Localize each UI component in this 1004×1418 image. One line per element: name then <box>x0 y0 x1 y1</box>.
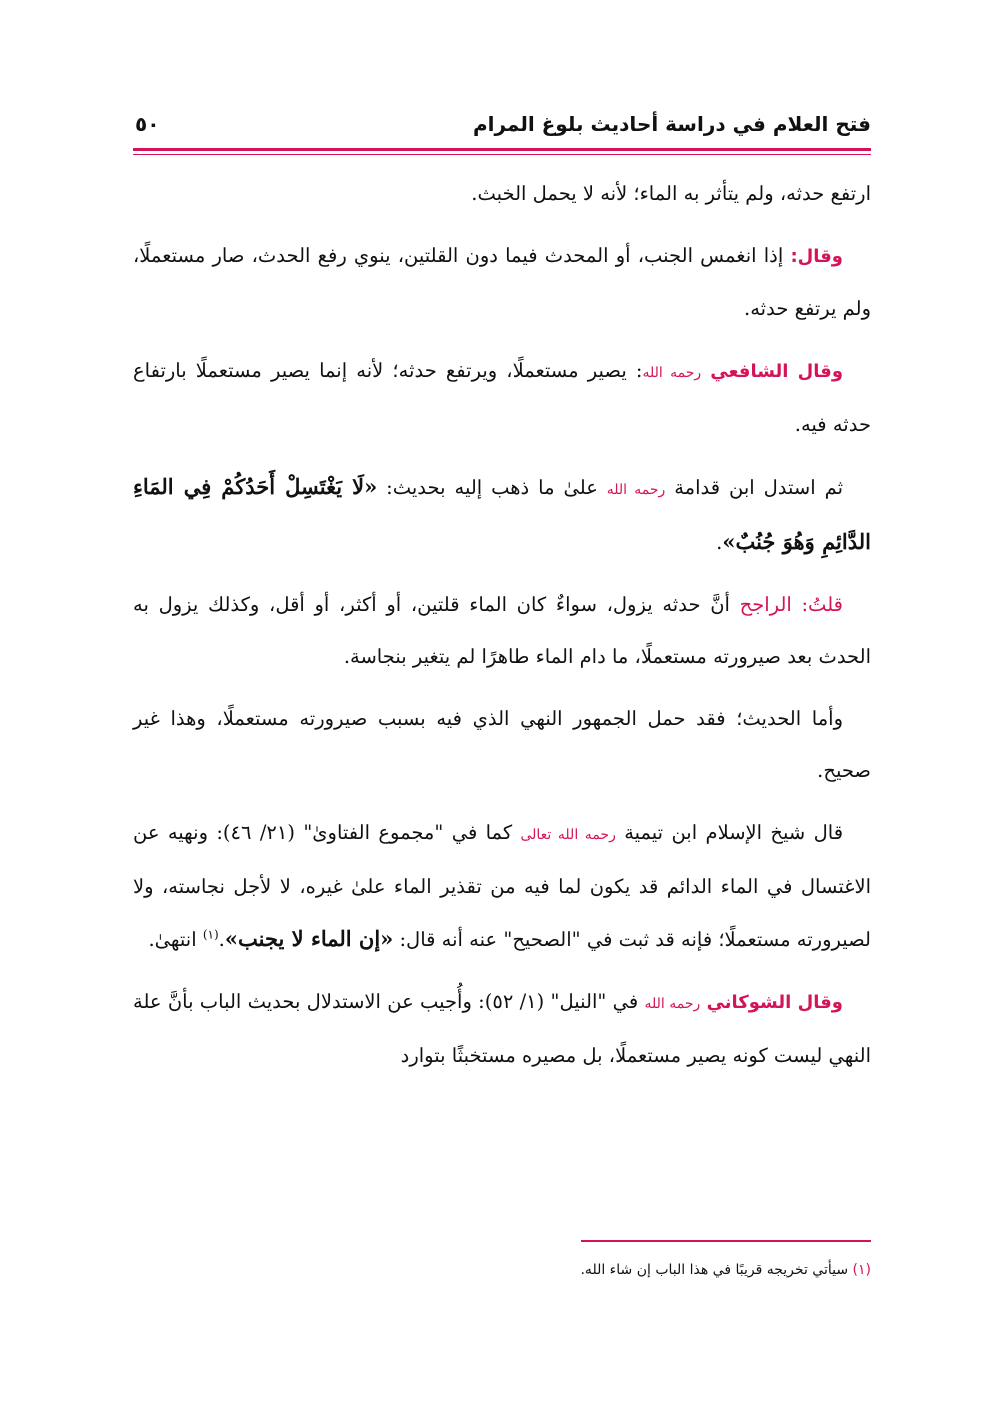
honorific-glyph: رحمه الله تعالى <box>520 827 616 843</box>
paragraph-4-text-b: علىٰ ما ذهب إليه بحديث: <box>377 476 607 499</box>
paragraph-4 <box>133 461 871 569</box>
paragraph-6-text: وأما الحديث؛ فقد حمل الجمهور النهي الذي فيه بسبب صيرورته مستعملًا، وهذا غير صحيح. <box>133 707 871 782</box>
paragraph-4-text-a: ثم استدل ابن قدامة <box>674 476 844 499</box>
paragraph-8 <box>133 976 871 1082</box>
paragraph-7-text-c: . <box>218 928 225 951</box>
paragraph-7-text-b: كما في "مجموع الفتاوىٰ" (٢١/ ٤٦): ونهيه عن الاغتسال في الماء الدائم قد يكون لما فيه من تقذير الماء علىٰ غيره، لا لأجل نجاسته، ولا لصيرورته مستعملًا؛ فإنه قد ثبت في "الصحيح" عنه أنه قال: <box>133 821 871 951</box>
paragraph-5-text: أنَّ حدثه يزول، سواءٌ كان الماء قلتين، أو أكثر، أو أقل، وكذلك يزول به الحدث بعد صيرورته مستعملًا، ما دام الماء طاهرًا لم يتغير بنجاسة. <box>133 593 871 668</box>
footnote-number: (١) <box>852 1262 871 1278</box>
paragraph-3 <box>133 345 871 451</box>
paragraph-7 <box>133 807 871 966</box>
header-rule-thick <box>133 148 871 151</box>
paragraph-6 <box>133 693 871 797</box>
paragraph-7-end: انتهىٰ. <box>148 928 203 951</box>
footnote <box>133 1262 871 1278</box>
footnote-separator <box>581 1240 871 1242</box>
honorific-glyph: رحمه الله <box>642 365 702 381</box>
paragraph-3-text: : يصير مستعملًا، ويرتفع حدثه؛ لأنه إنما يصير مستعملًا بارتفاع حدثه فيه. <box>133 359 871 436</box>
header-rule-thin <box>133 154 871 155</box>
footnote-marker[interactable]: (١) <box>202 927 219 942</box>
paragraph-1 <box>133 168 871 220</box>
paragraph-3-lead: وقال الشافعي <box>710 361 844 382</box>
running-title: فتح العلام في دراسة أحاديث بلوغ المرام <box>472 112 871 136</box>
paragraph-4-end: . <box>716 531 723 554</box>
paragraph-5 <box>133 579 871 683</box>
body-text <box>133 168 871 1082</box>
honorific-glyph: رحمه الله <box>644 996 701 1012</box>
page-number: ٥٠ <box>135 112 160 136</box>
paragraph-8-lead: وقال الشوكاني <box>706 992 843 1013</box>
paragraph-7-text-a: قال شيخ الإسلام ابن تيمية <box>624 821 844 844</box>
paragraph-2 <box>133 230 871 335</box>
honorific-glyph: رحمه الله <box>606 482 666 498</box>
page-header <box>133 108 871 148</box>
hadith-quote: «لَا يَغْتَسِلْ أَحَدُكُمْ فِي المَاءِ الدَّائِمِ وَهُوَ جُنُبٌ» <box>133 474 871 554</box>
paragraph-2-text: إذا انغمس الجنب، أو المحدث فيما دون القلتين، ينوي رفع الحدث، صار مستعملًا، ولم يرتفع حدثه. <box>133 244 871 320</box>
paragraph-2-lead: وقال: <box>790 246 843 267</box>
paragraph-1-text: ارتفع حدثه، ولم يتأثر به الماء؛ لأنه لا يحمل الخبث. <box>471 182 871 205</box>
paragraph-8-text: في "النيل" (١/ ٥٢): وأُجيب عن الاستدلال بحديث الباب بأنَّ علة النهي ليست كونه يصير مستعملًا، بل مصيره مستخبثًا بتوارد <box>133 990 871 1067</box>
paragraph-5-lead: قلتُ: الراجح <box>739 593 843 616</box>
footnote-text: سيأتي تخريجه قريبًا في هذا الباب إن شاء الله. <box>580 1262 853 1278</box>
hadith-quote: «إن الماء لا يجنب» <box>224 926 394 951</box>
